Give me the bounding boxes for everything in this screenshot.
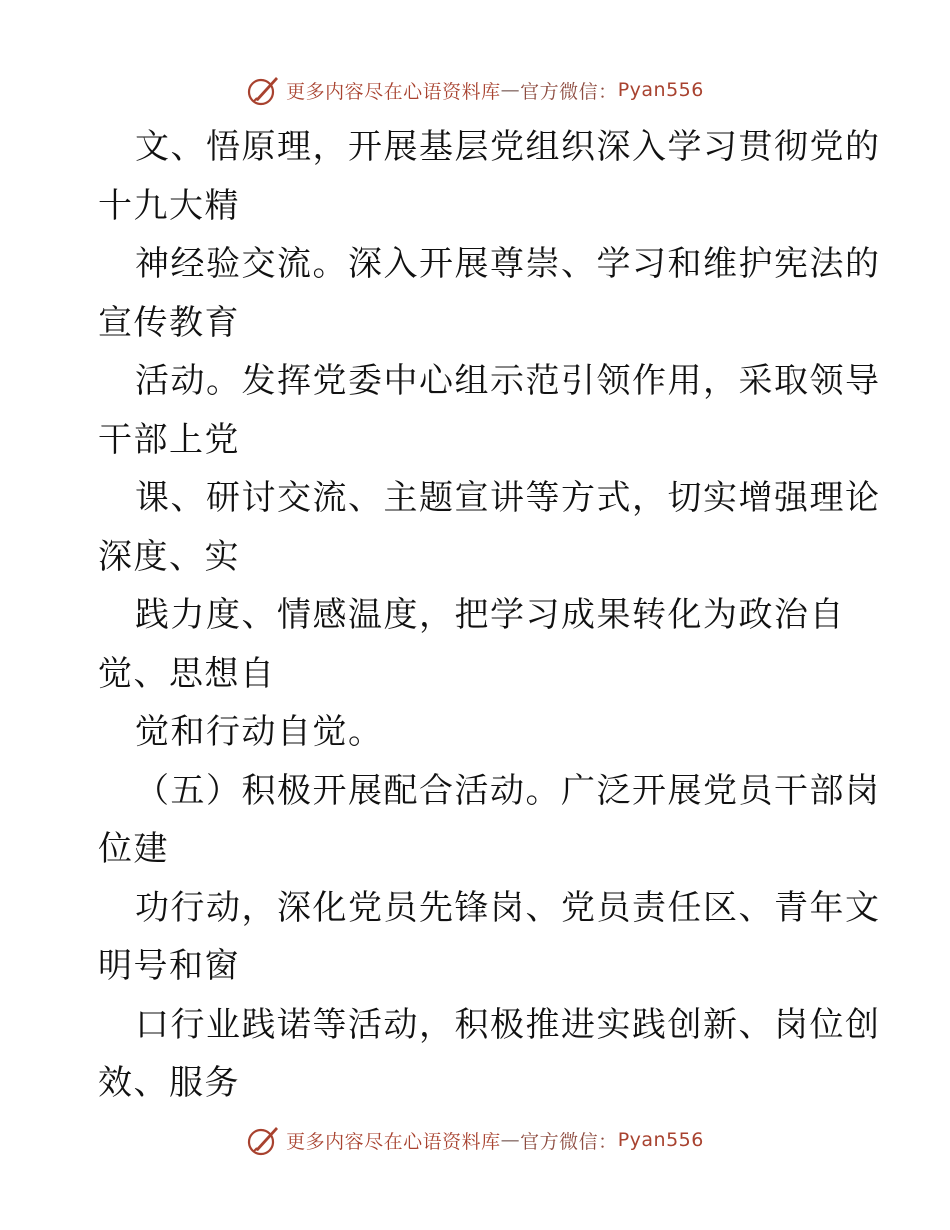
- banner-wechat-id: Pyan556: [617, 79, 704, 101]
- text-line: 践力度、情感温度，把学习成果转化为政治自: [135, 595, 845, 635]
- text-line: 觉和行动自觉。: [135, 712, 384, 752]
- text-line: 文、悟原理，开展基层党组织深入学习贯彻党的: [135, 127, 881, 167]
- document-body: [98, 118, 881, 1113]
- header-watermark-banner: [0, 70, 950, 110]
- text-line: 口行业践诺等活动，积极推进实践创新、岗位创: [135, 1004, 881, 1045]
- banner-separator: —: [500, 1129, 521, 1151]
- text-line: 深度、实: [98, 536, 240, 577]
- banner-wechat-id: Pyan556: [617, 1129, 704, 1151]
- section-heading-line: （五）积极开展配合活动。广泛开展党员干部岗: [135, 770, 881, 811]
- banner-separator: —: [500, 79, 521, 101]
- text-line: 活动。发挥党委中心组示范引领作用，采取领导: [135, 361, 881, 401]
- text-line: 神经验交流。深入开展尊崇、学习和维护宪法的: [135, 244, 881, 284]
- quill-pen-icon: [246, 1123, 280, 1157]
- text-line: 功行动，深化党员先锋岗、党员责任区、青年文: [135, 887, 881, 928]
- banner-brand-text: 更多内容尽在心语资料库: [286, 1130, 501, 1153]
- text-line: 宣传教育: [98, 302, 240, 343]
- banner-wechat-label: 官方微信：: [520, 80, 618, 103]
- text-line: 十九大精: [98, 185, 240, 226]
- text-line: 干部上党: [98, 419, 240, 460]
- banner-wechat-label: 官方微信：: [520, 1130, 618, 1153]
- quill-pen-icon: [246, 73, 280, 107]
- footer-watermark-banner: [0, 1120, 950, 1160]
- text-line: 位建: [98, 829, 169, 869]
- text-line: 效、服务: [98, 1063, 240, 1103]
- banner-brand-text: 更多内容尽在心语资料库: [286, 80, 501, 103]
- text-line: 明号和窗: [98, 946, 240, 986]
- text-line: 课、研讨交流、主题宣讲等方式，切实增强理论: [135, 478, 881, 518]
- text-line: 觉、思想自: [98, 653, 276, 694]
